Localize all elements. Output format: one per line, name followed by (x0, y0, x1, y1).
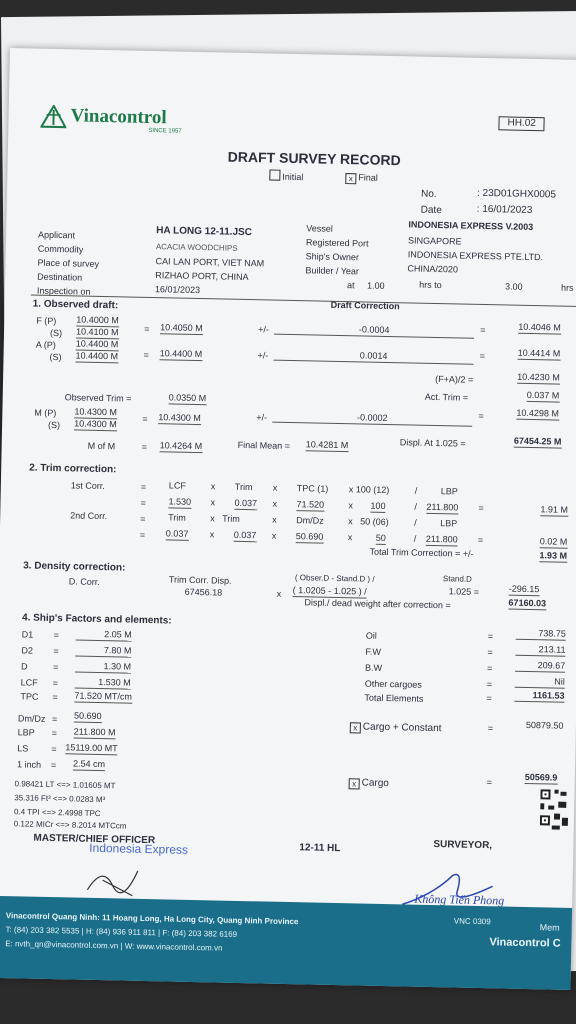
footer (0, 896, 572, 990)
act-trim-label: Act. Trim = (424, 391, 469, 403)
element-key: F.W (365, 646, 382, 657)
factor-value: 211.800 M (73, 726, 116, 738)
h2-trim: Trim (222, 513, 240, 524)
fa2-label: (F+A)/2 = (435, 373, 474, 385)
port-label: Registered Port (305, 237, 369, 249)
vessel-value: INDONESIA EXPRESS V.2003 (408, 219, 534, 232)
stand-value: 1.025 = (448, 586, 480, 597)
m-result: 10.4298 M (516, 407, 560, 419)
r1-x: x (210, 497, 216, 508)
r1-lcf: 1.530 (168, 496, 192, 507)
dcorr-label: D. Corr. (68, 576, 100, 587)
displ-value: 67454.25 M (513, 435, 562, 447)
hrs-label: hrs (560, 282, 574, 293)
master-label: MASTER/CHIEF OFFICER (33, 832, 156, 847)
fp-label: F (P) (36, 315, 57, 327)
checked-box-icon: x (349, 778, 360, 789)
r2-lbp: 211.800 (425, 533, 458, 545)
factor-key: LS (17, 743, 29, 754)
second-corr-label: 2nd Corr. (70, 510, 108, 522)
r2-trim: 0.037 (165, 528, 189, 539)
conversion-line: 35.316 Ft³ <=> 0.0283 M³ (14, 793, 106, 805)
factor-value: 7.80 M (75, 644, 131, 658)
pm: +/- (258, 324, 270, 335)
r2-slash: / (413, 533, 417, 544)
no-label: No. (420, 188, 437, 200)
checked-box-icon: x (345, 173, 356, 184)
pm: +/- (256, 412, 268, 423)
r1-100: 100 (370, 500, 386, 511)
second-corr-result: 0.02 M (539, 536, 568, 547)
section-ships-factors: 4. Ship's Factors and elements: (21, 612, 172, 627)
total-trim-value: 1.93 M (539, 550, 568, 561)
section-observed-draft: 1. Observed draft: (32, 298, 119, 312)
section-trim-correction: 2. Trim correction: (29, 462, 117, 476)
initial-box-icon (269, 169, 280, 180)
initial-label: Initial (282, 171, 304, 183)
r2-x: x (271, 530, 277, 541)
mofm-value: 10.4264 M (159, 440, 203, 452)
h2-x: x (272, 514, 277, 525)
r1-slash: / (414, 501, 418, 512)
r1-eq: = (478, 502, 484, 514)
tcd-value: 67456.18 (184, 586, 223, 598)
factor-value: 1.30 M (75, 659, 131, 673)
r2-dmdz: 50.690 (295, 531, 324, 542)
mp-label: M (P) (34, 407, 57, 419)
hrs-to-label: hrs to (419, 279, 442, 291)
r1-x: x (348, 500, 354, 511)
port-value: SINGAPORE (407, 235, 462, 247)
element-key: Oil (365, 630, 377, 641)
h2-lbp: LBP (440, 518, 458, 529)
obs-trim-label: Observed Trim = (64, 392, 132, 404)
initial-checkbox (269, 169, 303, 183)
f-correction: -0.0004 (274, 322, 474, 339)
factor-value: 1.530 M (75, 675, 131, 689)
mofm-label: M of M (87, 440, 116, 452)
owner-value: INDONESIA EXPRESS PTE.LTD. (407, 249, 544, 263)
h-trim: Trim (234, 481, 253, 493)
factor-value: 15119.00 MT (65, 742, 118, 754)
element-value: Nil (515, 675, 565, 689)
displ-after-label: Displ./ dead weight after correction = (304, 597, 451, 611)
conversion-line: 0.4 TPI <=> 2.4998 TPC (13, 807, 101, 819)
factor-value: 50.690 (73, 710, 102, 722)
h-lbp: LBP (440, 486, 458, 497)
r1-lbp: 211.800 (426, 501, 459, 513)
h-lcf: LCF (168, 480, 186, 491)
no-value: : 23D01GHX0005 (476, 187, 557, 201)
fs-label: (S) (49, 327, 63, 339)
final-mean-value: 10.4281 M (305, 439, 349, 451)
owner-label: Ship's Owner (305, 251, 360, 263)
conversion-line: 0.122 MICr <=> 8.2014 MTCcm (13, 819, 127, 831)
as-value: 10.4400 M (75, 350, 119, 362)
h2-dmdz: Dm/Dz (296, 515, 324, 526)
x: x (276, 588, 282, 599)
factor-key: 1 inch (16, 759, 42, 770)
density-formula: ( Obser.D - Stand.D ) / (294, 573, 375, 584)
footer-member: Mem (539, 922, 560, 933)
h2-trim: Trim (168, 512, 186, 523)
hrs-value: 3.00 (505, 281, 523, 292)
commodity-label: Commodity (37, 243, 84, 255)
destination-value: RIZHAO PORT, CHINA (155, 270, 249, 283)
footer-phone: T: (84) 203 382 5535 | H: (84) 936 911 811 | F: (84) 203 382 6169 (5, 925, 238, 939)
ms-value: 10.4300 M (74, 418, 117, 430)
vnc-code: VNC 0309 (453, 916, 491, 927)
eq: = (479, 350, 486, 362)
applicant-value: HA LONG 12-11.JSC (156, 225, 253, 239)
r2-x: x (209, 529, 215, 540)
elements-list: Oil = 738.75 F.W = 213.11 B.W = 209.67 Other cargoes = Nil Total Elements = 1161.53 (364, 628, 566, 704)
factor-value: 2.54 cm (72, 758, 106, 770)
obs-trim-value: 0.0350 M (168, 392, 207, 404)
factor-key: LCF (20, 677, 38, 688)
cargo-constant-label: Cargo + Constant (362, 721, 442, 735)
h2-slash: / (414, 517, 417, 528)
factor-value: 71.520 MT/cm (74, 690, 133, 702)
cargo-constant-value: 50879.50 (525, 719, 564, 731)
ap-label: A (P) (35, 339, 56, 351)
tcd-label: Trim Corr. Disp. (168, 574, 232, 586)
m-correction: -0.0002 (272, 410, 472, 427)
eq: = (142, 413, 148, 424)
factor-value: 2.05 M (76, 628, 132, 642)
fs-value: 10.4100 M (75, 326, 119, 338)
reference-12-11-hl: 12-11 HL (299, 842, 341, 855)
first-corr-result: 1.91 M (540, 504, 569, 515)
h-x: x (272, 482, 278, 493)
destination-label: Destination (37, 271, 83, 283)
element-value: 1161.53 (514, 689, 564, 703)
fa2-value: 10.4230 M (517, 371, 560, 383)
factor-key: Dm/Dz (17, 713, 46, 724)
surveyor-label: SURVEYOR, (433, 839, 493, 852)
draft-survey-document: Vinacontrol SINCE 1957 HH.02 DRAFT SURVEY RECORD Initial x Final No. : 23D01GHX0005 Date : 16/01/2023 Applicant Commodity Place of survey Destination Inspection on HA LONG 12-11.JSC ACACIA WOODCHIPS CAI LAN PORT, VIET NAM RIZHAO PORT, CHINA 16/01/2023 Vessel Registered Port Ship's Owner Builder / Year at 1.00 INDONESIA EXPRESS V.2003 SINGAPORE INDONESIA EXPRESS PTE.LTD. CHINA/2020 hrs to 3.00 hrs 1. Observed draft: Draft Correction F (P) (S) A (P) (S) 10.4000 M 10.4100 M 10.4400 M 10.4400 M = 10.4050 M +/- -0.0004 = 10.4046 M = 10.4400 M +/- 0.0014 = 10.4414 M (F+A)/2 = 10.4230 M Observed Trim = 0.0350 M Act. Trim = 0.037 M M (P) (S) 10.4300 M 10.4300 M = 10.4300 M +/- -0.0002 = 10.4298 M M of M = 10.4264 M Final Mean = 10.4281 M Displ. At 1.025 = 67454.25 M 2. Trim correction: 1st Corr. 2nd Corr. = = = = LCF x Trim x TPC (1) x 100 (12) / LBP 1.530 x 0.037 x 71.520 x 100 / 211.800 = 1.91 M Trim x Trim x Dm/Dz x 50 (06) / LBP 0.037 x 0.037 x 50.690 x 50 / 211.800 = 0.02 M Total Trim Correction = +/- 1.93 M 3. Density correction: D. Corr. Trim Corr. Disp. 67456.18 x ( Obser.D - Stand.D ) / ( 1.0205 - 1.025 ) / Stand.D 1.025 = -296.15 Displ./ dead weight after correction = 67160.03 4. Ship's Factors and elements: D1 = 2.05 M D2 = 7.80 M D = 1.30 M LCF = 1.530 M TPC = 71.520 MT/cm Dm/Dz = 50.690 LBP = 211.800 M LS = 15119.00 MT 1 inch = 2.54 cm 0.98421 LT <=> 1.01605 MT 35.316 Ft³ <=> 0.0283 M³ 0.4 TPI <=> 2.4998 TPC 0.122 MICr <=> 8.2014 MTCcm Oil = 738.75 F.W = 213.11 B.W = 209.67 Other cargoes = Nil Total Elements = 1161.53 x Cargo + Constant = 50879.50 x Cargo = 50569.9 MASTER/CHIEF OFFICER Indonesia Express 12-11 HL SURVEYOR, Không Tiến Phong Vinacontrol Quang Ninh: 11 Hoang Long, Ha Long City, Quang Ninh Province T: (84) 203 382 5535 | H: (84) 936 911 811 | F: (84) 203 382 6169 E: nvth_qn@vinacontrol.com.vn | W: www.vinacontrol.com.vn VNC 0309 Mem Vinacontrol C (0, 48, 576, 990)
applicant-label: Applicant (37, 229, 76, 241)
a-correction: 0.0014 (274, 348, 474, 365)
factor-key: TPC (20, 691, 39, 702)
eq: = (478, 410, 484, 421)
r1-tpc: 71.520 (296, 499, 325, 510)
section-density-correction: 3. Density correction: (23, 560, 126, 574)
density-corr-value: -296.15 (508, 583, 540, 595)
factor-key: D1 (21, 629, 34, 640)
r2-eq: = (477, 534, 484, 546)
footer-address: Vinacontrol Quang Ninh: 11 Hoang Long, Ha Long City, Quang Ninh Province (5, 911, 299, 927)
factor-key: LBP (17, 727, 35, 738)
displ-label: Displ. At 1.025 = (399, 437, 466, 449)
total-trim-label: Total Trim Correction = +/- (369, 546, 474, 559)
footer-email: E: nvth_qn@vinacontrol.com.vn | W: www.vinacontrol.com.vn (5, 939, 223, 953)
r1-trim: 0.037 (234, 497, 258, 509)
eq: = (144, 323, 150, 334)
h-x: x (210, 481, 216, 492)
at-label: at (347, 280, 355, 291)
surveyor-name: Không Tiến Phong (414, 891, 505, 908)
date-value: : 16/01/2023 (476, 203, 533, 216)
final-label: Final (358, 172, 378, 183)
final-mean-label: Final Mean = (237, 439, 291, 451)
element-key: Other cargoes (364, 678, 422, 690)
builder-value: CHINA/2020 (407, 263, 459, 275)
ms-label: (S) (48, 419, 61, 431)
f-result: 10.4046 M (518, 321, 561, 333)
m-mean: 10.4300 M (158, 412, 201, 424)
f-mean: 10.4050 M (160, 322, 203, 334)
form-code: HH.02 (498, 116, 545, 131)
builder-label: Builder / Year (305, 265, 360, 277)
company-stamp: Indonesia Express (89, 840, 189, 857)
a-mean: 10.4400 M (159, 348, 203, 360)
element-value: 209.67 (515, 659, 565, 673)
ap-value: 10.4400 M (75, 338, 119, 350)
eq: = (480, 324, 486, 336)
element-value: 213.11 (515, 643, 565, 657)
h2-x: x (210, 513, 215, 524)
h-100: x 100 (12) (348, 484, 390, 496)
r2-x: x (347, 532, 353, 543)
checked-box-icon: x (350, 722, 361, 733)
act-trim-value: 0.037 M (526, 389, 560, 401)
conversion-line: 0.98421 LT <=> 1.01605 MT (14, 779, 116, 791)
scale-logo-icon (40, 105, 66, 130)
factor-key: D2 (21, 645, 34, 656)
inspection-label: Inspection on (36, 285, 91, 297)
density-values: ( 1.0205 - 1.025 ) / (292, 585, 367, 597)
factor-key: D (20, 661, 28, 672)
date-label: Date (420, 204, 442, 217)
eq: = (143, 349, 149, 360)
at-value: 1.00 (366, 280, 385, 291)
inspection-value: 16/01/2023 (154, 284, 201, 296)
factors-list: D1 = 2.05 M D2 = 7.80 M D = 1.30 M LCF = 1.530 M TPC = 71.520 MT/cm Dm/Dz = 50.690 LBP = 211.800 M LS = 15119.00 MT 1 inch = 2.54 cm (16, 629, 133, 771)
element-value: 738.75 (516, 627, 566, 641)
element-key: B.W (364, 662, 383, 673)
fp-value: 10.4000 M (76, 314, 119, 326)
place-label: Place of survey (37, 257, 100, 269)
element-key: Total Elements (364, 692, 424, 704)
final-checkbox (345, 171, 378, 185)
document-title: DRAFT SURVEY RECORD (227, 148, 401, 169)
r2-50: 50 (375, 532, 386, 543)
h-tpc: TPC (1) (296, 483, 329, 494)
first-corr-label: 1st Corr. (70, 480, 105, 492)
master-signature-icon (82, 860, 153, 901)
r1-x: x (272, 498, 278, 509)
pm: +/- (257, 350, 269, 361)
place-value: CAI LAN PORT, VIET NAM (155, 256, 265, 269)
brand-since: SINCE 1957 (148, 127, 182, 135)
vessel-label: Vessel (306, 223, 333, 234)
r2-trim: 0.037 (233, 529, 257, 541)
cargo-row (349, 777, 389, 790)
qr-code-icon (540, 789, 571, 840)
cargo-constant-row (350, 721, 442, 735)
draft-correction-label: Draft Correction (330, 299, 400, 312)
cargo-label: Cargo (361, 777, 390, 790)
footer-brand: Vinacontrol C (489, 936, 561, 950)
brand-name: Vinacontrol (70, 105, 167, 129)
displ-after-value: 67160.03 (508, 597, 547, 609)
stand-label: Stand.D (442, 574, 472, 584)
commodity-value: ACACIA WOODCHIPS (155, 242, 238, 253)
h2-50: 50 (06) (360, 516, 389, 528)
cargo-value: 50569.9 (524, 771, 558, 783)
a-result: 10.4414 M (517, 347, 561, 359)
h-slash: / (414, 485, 418, 496)
h2-x: x (348, 516, 353, 527)
eq: = (141, 441, 148, 452)
mp-value: 10.4300 M (74, 406, 118, 418)
as-label: (S) (49, 351, 62, 363)
